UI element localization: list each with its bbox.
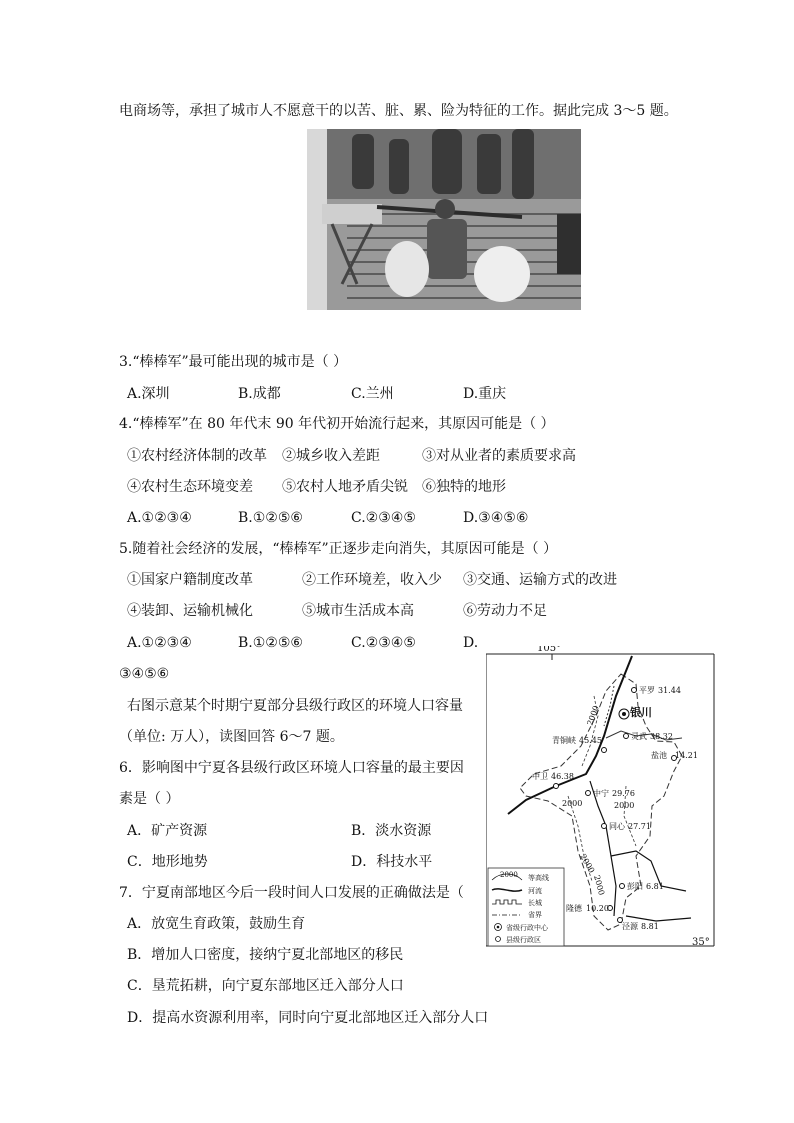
q6-stem-line-1: 6．影响图中宁夏各县级行政区环境人口容量的最主要因 [119, 760, 464, 776]
legend-capital: 省级行政中心 [506, 924, 548, 932]
svg-text:彭阳: 彭阳 [627, 882, 643, 891]
svg-text:青铜峡: 青铜峡 [552, 736, 576, 745]
q3-option-b: B.成都 [238, 386, 281, 402]
q6-stem-line-2: 素是（ ） [119, 791, 180, 807]
svg-text:平罗: 平罗 [639, 686, 655, 695]
svg-text:盐池: 盐池 [651, 751, 667, 760]
map-intro-line-1: 右图示意某个时期宁夏部分县级行政区的环境人口容量 [127, 698, 463, 714]
q4-option-d: D.③④⑤⑥ [463, 510, 529, 526]
svg-text:31.44: 31.44 [658, 686, 681, 695]
legend-contour-value: 2000 [500, 871, 518, 879]
q4-item-1: ①农村经济体制的改革 [127, 448, 267, 464]
q5-stem: 5.随着社会经济的发展，“棒棒军”正逐步走向消失，其原因可能是（ ） [119, 541, 558, 557]
ningxia-map [486, 646, 716, 950]
q5-item-5: ⑤城市生活成本高 [302, 603, 414, 619]
q7-stem: 7．宁夏南部地区今后一段时间人口发展的正确做法是（ [119, 885, 464, 901]
q5-option-c: C.②③④⑤ [351, 635, 416, 651]
q4-item-2: ②城乡收入差距 [282, 448, 380, 464]
legend-great-wall: 长城 [528, 899, 542, 907]
q5-item-1: ①国家户籍制度改革 [127, 572, 253, 588]
q6-option-d: D．科技水平 [351, 854, 433, 870]
q3-option-a: A.深圳 [127, 386, 170, 402]
legend-province-border: 省界 [528, 911, 542, 919]
q4-item-5: ⑤农村人地矛盾尖锐 [282, 479, 408, 495]
svg-text:中宁: 中宁 [593, 789, 609, 798]
svg-text:8.81: 8.81 [641, 922, 659, 931]
q5-item-4: ④装卸、运输机械化 [127, 603, 253, 619]
contour-label: 2000 [592, 874, 607, 897]
place-pengyang [620, 881, 664, 891]
q3-stem: 3.“棒棒军”最可能出现的城市是（ ） [119, 354, 348, 370]
capital-label: 银川 [630, 706, 652, 719]
map-legend [488, 868, 564, 946]
svg-text:6.81: 6.81 [646, 882, 664, 891]
intro-text: 电商场等，承担了城市人不愿意干的以苦、脏、累、险为特征的工作。据此完成 3～5 题。 [119, 103, 678, 119]
q7-option-a: A．放宽生育政策，鼓励生育 [127, 916, 306, 932]
q7-option-d: D．提高水资源利用率，同时向宁夏北部地区迁入部分人口 [127, 1010, 489, 1026]
contour-label: 2000 [585, 704, 601, 727]
svg-text:14.21: 14.21 [675, 751, 698, 760]
svg-text:46.38: 46.38 [551, 772, 574, 781]
contour-label: 2000 [578, 852, 597, 875]
legend-contour: 等高线 [528, 874, 549, 882]
q5-item-2: ②工作环境差，收入少 [302, 572, 442, 588]
q5-item-3: ③交通、运输方式的改进 [463, 572, 617, 588]
q5-option-a: A.①②③④ [127, 635, 192, 651]
q7-option-c: C．垦荒拓耕，向宁夏东部地区迁入部分人口 [127, 978, 404, 994]
svg-text:隆德: 隆德 [566, 904, 582, 913]
svg-text:38.32: 38.32 [650, 732, 673, 741]
svg-text:27.71: 27.71 [628, 822, 651, 831]
legend-county-icon [496, 937, 501, 942]
place-longde [566, 903, 613, 913]
q5-option-d: D. [463, 635, 479, 651]
contour-label: 2000 [614, 801, 635, 810]
longitude-label: 105° [537, 646, 562, 654]
q6-option-b: B．淡水资源 [351, 823, 432, 839]
svg-text:同心: 同心 [609, 822, 625, 831]
q5-item-6: ⑥劳动力不足 [463, 603, 547, 619]
porter-photo [307, 129, 581, 310]
q4-option-b: B.①②⑤⑥ [238, 510, 303, 526]
q3-option-c: C.兰州 [351, 386, 394, 402]
q5-option-b: B.①②⑤⑥ [238, 635, 303, 651]
legend-county: 县级行政区 [506, 936, 541, 944]
q4-item-6: ⑥独特的地形 [422, 479, 506, 495]
svg-text:29.76: 29.76 [612, 789, 635, 798]
q4-item-4: ④农村生态环境变差 [127, 479, 253, 495]
q4-item-3: ③对从业者的素质要求高 [422, 448, 576, 464]
place-yanchi [651, 750, 698, 761]
q4-option-c: C.②③④⑤ [351, 510, 416, 526]
q7-option-b: B．增加人口密度，接纳宁夏北部地区的移民 [127, 947, 404, 963]
q4-option-a: A.①②③④ [127, 510, 192, 526]
q6-option-a: A．矿产资源 [127, 823, 208, 839]
svg-text:灵武: 灵武 [631, 732, 647, 741]
map-intro-line-2: （单位: 万人），读图回答 6～7 题。 [119, 729, 344, 745]
q3-option-d: D.重庆 [463, 386, 507, 402]
contour-label: 2000 [562, 799, 583, 808]
svg-text:中卫: 中卫 [532, 772, 548, 781]
latitude-label: 35° [692, 937, 710, 948]
legend-river: 河流 [528, 887, 542, 895]
svg-text:泾源: 泾源 [622, 922, 638, 931]
q6-option-c: C．地形地势 [127, 854, 208, 870]
svg-text:10.20: 10.20 [586, 904, 609, 913]
q5-option-d-cont: ③④⑤⑥ [119, 666, 170, 682]
q4-stem: 4.“棒棒军”在 80 年代末 90 年代初开始流行起来，其原因可能是（ ） [119, 416, 555, 432]
svg-text:45.45: 45.45 [579, 736, 602, 745]
